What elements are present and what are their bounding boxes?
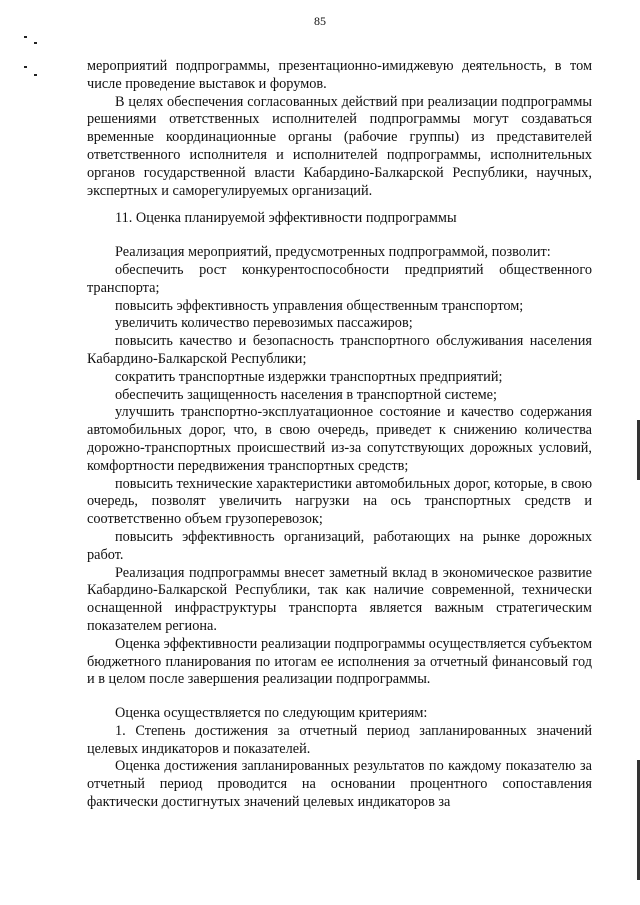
list-item: сократить транспортные издержки транспортных предприятий;	[115, 368, 503, 385]
scan-mark	[24, 66, 27, 68]
list-item: обеспечить защищенность населения в транспортной системе;	[115, 386, 497, 403]
paragraph: Реализация подпрограммы внесет заметный вклад в экономическое развитие Кабардино-Балкарской Республики, так как наличие современной, технически оснащенной инфраструктуры транспорта является важным стратегическим показателем региона.	[87, 564, 592, 634]
paragraph: Оценка эффективности реализации подпрограммы осуществляется субъектом бюджетного планирования по итогам ее исполнения за отчетный финансовый год и в целом после завершения реализации подпрограммы.	[87, 635, 592, 688]
list-item: обеспечить рост конкурентоспособности предприятий общественного транспорта;	[87, 261, 592, 296]
criteria-intro: Оценка осуществляется по следующим критериям:	[115, 705, 428, 722]
section-heading: 11. Оценка планируемой эффективности подпрограммы	[115, 210, 457, 227]
paragraph: мероприятий подпрограммы, презентационно-имиджевую деятельность, в том числе проведение выставок и форумов.	[87, 58, 592, 92]
document-body	[87, 58, 592, 812]
list-item: улучшить транспортно-эксплуатационное состояние и качество содержания автомобильных дорог, что, в свою очередь, приведет к снижению количества дорожно-транспортных происшествий из-за сопутствующих дорожных условий, комфортности передвижения транспортных средств;	[87, 404, 592, 474]
paragraph: В целях обеспечения согласованных действий при реализации подпрограммы решениями ответственных исполнителей подпрограммы могут создаваться временные координационные органы (рабочие группы) из представителей ответственного исполнителя и исполнителей подпрограммы, исполнительных органов государственной власти Кабардино-Балкарской Республики, научных, экспертных и саморегулируемых организаций.	[87, 93, 592, 199]
criterion-item: 1. Степень достижения за отчетный период запланированных значений целевых индикаторов и показателей.	[87, 722, 592, 757]
scan-mark	[34, 74, 37, 76]
paragraph: Оценка достижения запланированных результатов по каждому показателю за отчетный период проводится на основании процентного сопоставления фактически достигнутых значений целевых индикаторов за	[87, 758, 592, 811]
list-item: повысить технические характеристики автомобильных дорог, которые, в свою очередь, позволят увеличить нагрузки на ось транспортных средств и соответственно объем грузоперевозок;	[87, 475, 592, 528]
list-item: повысить качество и безопасность транспортного обслуживания населения Кабардино-Балкарской Республики;	[87, 333, 592, 367]
intro-paragraph: Реализация мероприятий, предусмотренных подпрограммой, позволит:	[115, 244, 551, 261]
page-number: 85	[314, 14, 326, 28]
list-item: повысить эффективность организаций, работающих на рынке дорожных работ.	[87, 528, 592, 563]
list-item: повысить эффективность управления общественным транспортом;	[115, 297, 524, 314]
scan-mark	[24, 36, 27, 38]
scan-mark	[34, 42, 37, 44]
list-item: увеличить количество перевозимых пассажиров;	[115, 315, 413, 332]
